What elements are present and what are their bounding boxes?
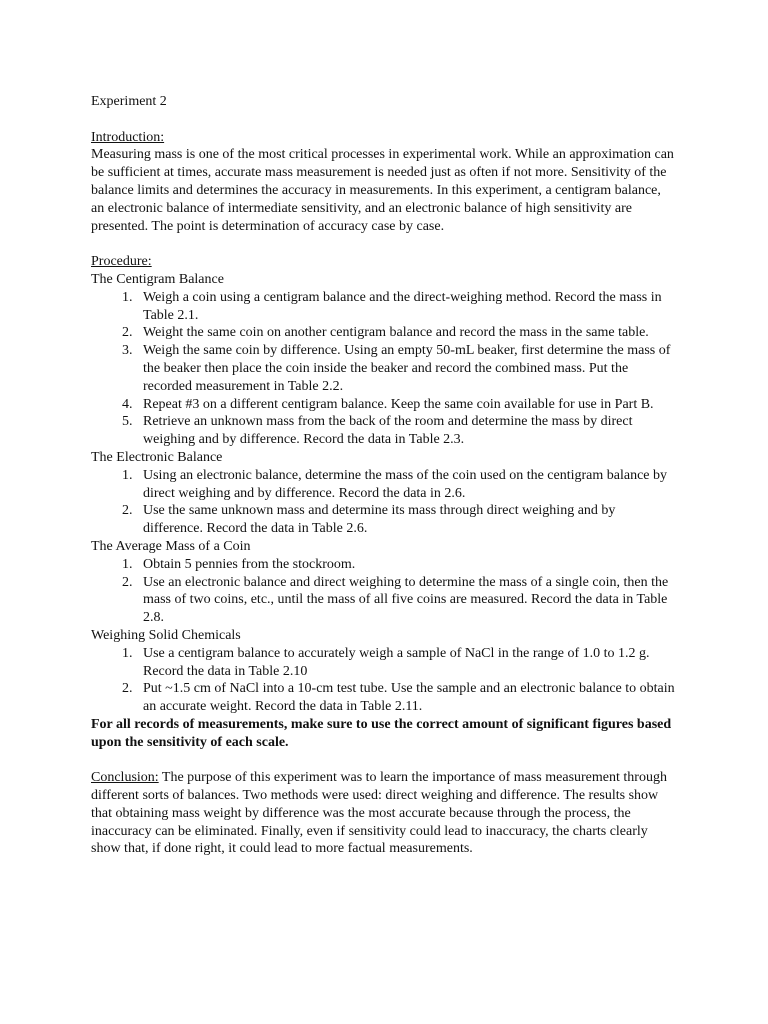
step-item: 1. Weigh a coin using a centigram balance and the direct-weighing method. Record the mass in Table 2.1. (136, 289, 676, 325)
procedure-section-solid-chemicals (91, 627, 676, 716)
step-item: 1. Use a centigram balance to accurately weigh a sample of NaCl in the range of 1.0 to 1.2 g. Record the data in Table 2.10 (136, 645, 676, 681)
step-item: 4. Repeat #3 on a different centigram balance. Keep the same coin available for use in Part B. (136, 396, 676, 414)
document-body (91, 93, 676, 858)
step-item: 2. Weight the same coin on another centigram balance and record the mass in the same table. (136, 324, 676, 342)
step-item: 1. Using an electronic balance, determine the mass of the coin used on the centigram balance by direct weighing and by difference. Record the data in 2.6. (136, 467, 676, 503)
section-title: Weighing Solid Chemicals (91, 627, 241, 643)
procedure-section-average-mass (91, 538, 676, 627)
step-item: 2. Use an electronic balance and direct weighing to determine the mass of a single coin, then the mass of two coins, etc., until the mass of all five coins are measured. Record the data in Table 2.8. (136, 574, 676, 627)
procedure-section-electronic (91, 449, 676, 538)
step-item: 1. Obtain 5 pennies from the stockroom. (136, 556, 676, 574)
conclusion-text: The purpose of this experiment was to learn the importance of mass measurement through different sorts of balances. Two methods were used: direct weighing and difference. The results show that obtaining mass weight by difference was the most accurate because through the process, the inaccuracy can be eliminated. Finally, even if sensitivity could lead to inaccuracy, the charts clearly show that, if done right, it could lead to more factual measurements. (91, 770, 667, 857)
procedure-heading: Procedure: (91, 254, 152, 270)
introduction-text: Measuring mass is one of the most critical processes in experimental work. While an approximation can be sufficient at times, accurate mass measurement is needed just as often if not more. Sensitivity of the balance limits and determines the accuracy in measurements. In this experiment, a centigram balance, an electronic balance of intermediate sensitivity, and an electronic balance of high sensitivity are presented. The point is determination of accuracy case by case. (91, 147, 674, 234)
section-title: The Electronic Balance (91, 449, 223, 465)
conclusion-paragraph (91, 769, 676, 858)
step-item: 2. Put ~1.5 cm of NaCl into a 10-cm test tube. Use the sample and an electronic balance to obtain an accurate weight. Record the data in Table 2.11. (136, 680, 676, 716)
steps-list (91, 289, 676, 449)
section-title: The Centigram Balance (91, 271, 224, 287)
document-title: Experiment 2 (91, 94, 167, 109)
step-item: 5. Retrieve an unknown mass from the back of the room and determine the mass by direct weighing and by difference. Record the data in Table 2.3. (136, 413, 676, 449)
section-title: The Average Mass of a Coin (91, 538, 251, 554)
steps-list (91, 467, 676, 538)
steps-list (91, 645, 676, 716)
conclusion-heading: Conclusion: (91, 770, 159, 786)
step-item: 2. Use the same unknown mass and determine its mass through direct weighing and by difference. Record the data in Table 2.6. (136, 502, 676, 538)
significant-figures-note: For all records of measurements, make sure to use the correct amount of significant figures based upon the sensitivity of each scale. (91, 716, 672, 750)
procedure-section-centigram (91, 271, 676, 449)
introduction-heading: Introduction: (91, 129, 165, 145)
step-item: 3. Weigh the same coin by difference. Using an empty 50-mL beaker, first determine the mass of the beaker then place the coin inside the beaker and record the combined mass. Put the recorded measurement in Table 2.2. (136, 342, 676, 395)
steps-list (91, 556, 676, 627)
